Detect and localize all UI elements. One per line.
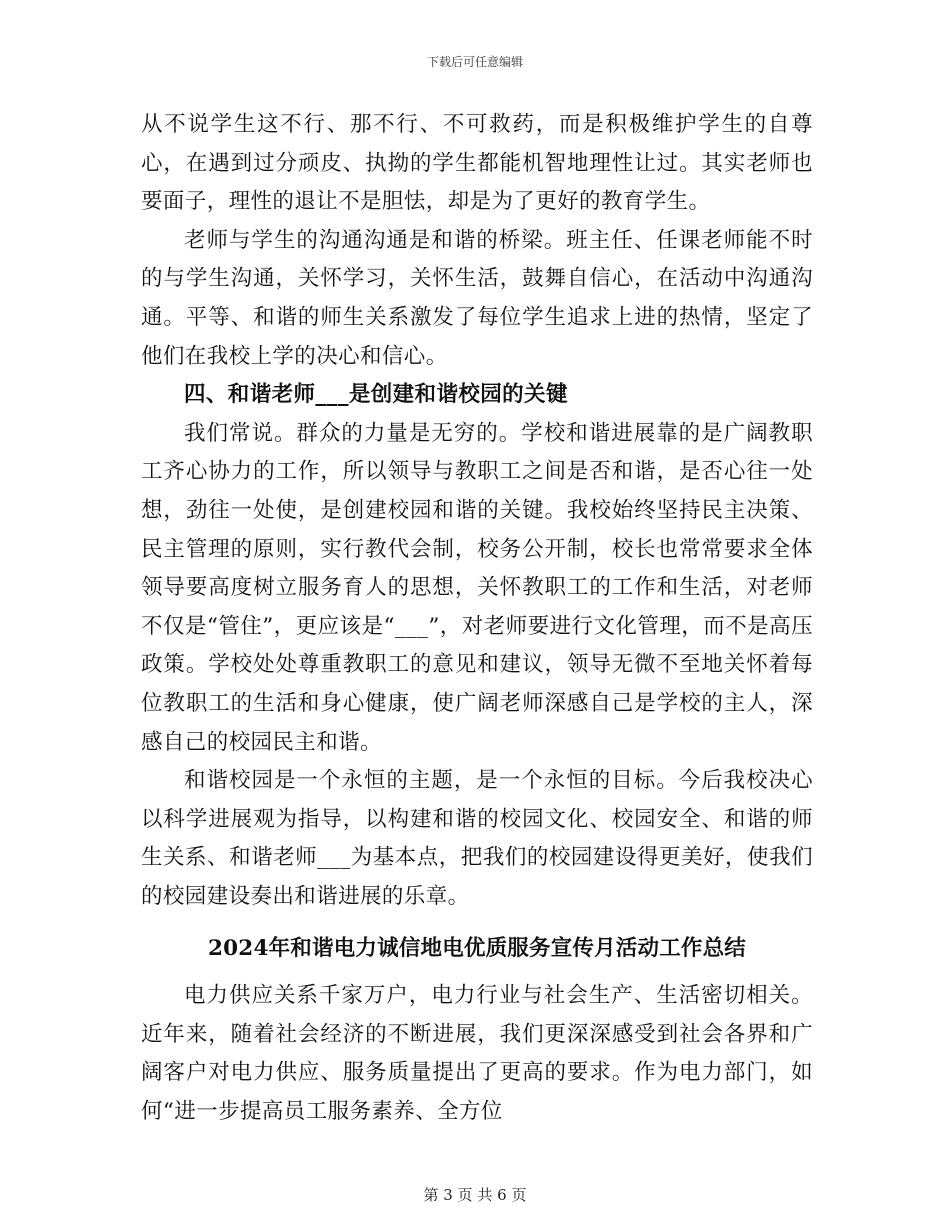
paragraph-teacher-student-communication: 老师与学生的沟通沟通是和谐的桥梁。班主任、任课老师能不时的与学生沟通，关怀学习，关怀生活，鼓舞自信心，在活动中沟通沟通。平等、和谐的师生关系激发了每位学生追求上进的热情，坚定了他们在我校上学的决心和信心。 <box>141 227 813 369</box>
document-body <box>141 106 813 1131</box>
paragraph-power-supply-intro: 电力供应关系千家万户，电力行业与社会生产、生活密切相关。近年来，随着社会经济的不断进展，我们更深深感受到社会各界和广阔客户对电力供应、服务质量提出了更高的要求。作为电力部门，如何“进一步提高员工服务素养、全方位 <box>141 983 813 1124</box>
paragraph-staff-harmony: 我们常说。群众的力量是无穷的。学校和谐进展靠的是广阔教职工齐心协力的工作，所以领导与教职工之间是否和谐，是否心往一处想，劲往一处使，是创建校园和谐的关键。我校始终坚持民主决策、民主管理的原则，实行教代会制，校务公开制，校长也常常要求全体领导要高度树立服务育人的思想，关怀教职工的工作和生活，对老师不仅是“管住”，更应该是“___”，对老师要进行文化管理，而不是高压政策。学校处处尊重教职工的意见和建议，领导无微不至地关怀着每位教职工的生活和身心健康，使广阔老师深感自己是学校的主人，深感自己的校园民主和谐。 <box>141 420 813 755</box>
page-number-footer: 第 3 页 共 6 页 <box>423 1186 527 1204</box>
paragraph-harmonious-campus-goal: 和谐校园是一个永恒的主题，是一个永恒的目标。今后我校决心以科学进展观为指导，以构建和谐的校园文化、校园安全、和谐的师生关系、和谐老师___为基本点，把我们的校园建设得更美好，使我们的校园建设奏出和谐进展的乐章。 <box>141 768 813 909</box>
section-heading-harmonious-teachers: 四、和谐老师___是创建和谐校园的关键 <box>184 382 568 408</box>
document-title-power-service-summary: 2024年和谐电力诚信地电优质服务宣传月活动工作总结 <box>207 936 747 962</box>
paragraph-student-respect: 从不说学生这不行、那不行、不可救药，而是积极维护学生的自尊心，在遇到过分顽皮、执拗的学生都能机智地理性让过。其实老师也要面子，理性的退让不是胆怯，却是为了更好的教育学生。 <box>141 112 813 215</box>
page-header-note: 下载后可任意编辑 <box>426 55 523 69</box>
